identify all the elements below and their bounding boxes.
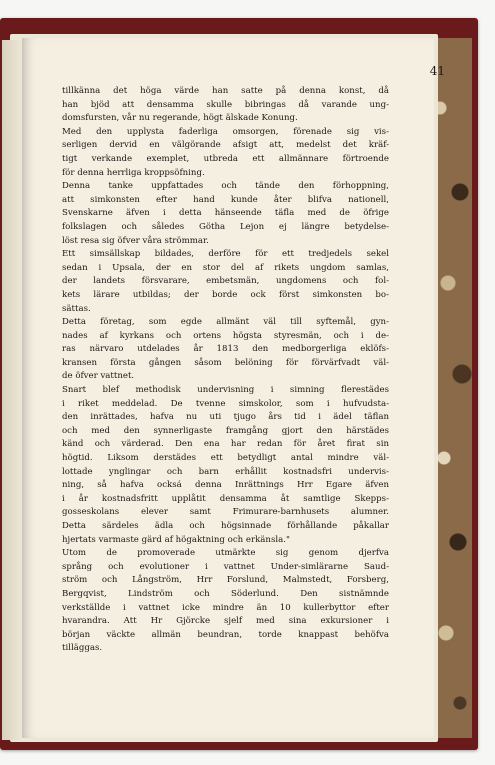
text-line: de öfver vattnet. [62,371,135,382]
text-line: Detta företag, som egde allmänt väl till syftemål, gyn- [62,317,389,328]
text-line: i år kostnadsfritt upplåtit densamma åt samtlige Skepps- [62,493,389,504]
text-line: ras närvaro utdelades år 1813 den medborgerliga eklöfs- [62,344,389,355]
text-line: hjertats varmaste gärd af högaktning och erkänsla." [62,534,290,545]
text-line: hvarandra. Att Hr Gjörcke sjelf med sina exkursioner i [62,616,389,627]
text-line: Denna tanke uppfattades och tände den förhoppning, [62,181,389,192]
text-line: serligen dervid en välgörande afsigt att, medelst det kräf- [62,140,389,151]
text-line: språng och evolutioner i vattnet Under-simlärarne Saud- [62,561,389,572]
text-line: ström och Långström, Hrr Forslund, Malmstedt, Forsberg, [62,575,389,586]
text-line: kets lärare utbildas; der borde ock först simkonsten bo- [62,289,389,300]
page-number: 41 [429,64,445,78]
text-line: början väckte allmän beundran, torde knappast behöfva [62,629,389,640]
text-line: sättas. [62,303,91,314]
text-line: Med den upplysta faderliga omsorgen, förenade sig vis- [62,126,389,137]
text-line: Detta särdeles ädla och högsinnade förhållande påkallar [62,521,389,531]
text-line: i riket meddelad. De tvenne simskolor, som i hufvudsta- [62,398,389,409]
text-line: löst resa sig öfver våra strömmar. [62,235,209,246]
text-line: lottade ynglingar och barn erhållit kostnadsfri undervis- [62,466,389,477]
text-line: Snart blef methodisk undervisning i simning flerestädes [62,385,389,396]
text-line: Utom de promoverade utmärkte sig genom djerfva [62,548,389,559]
previous-page-edge [2,40,24,740]
page-text [62,85,389,656]
text-line: att simkonsten efter hand kunde åter blifva nationell, [62,194,389,205]
text-line: verkställde i vattnet icke mindre än 10 kullerbyttor efter [62,602,389,613]
text-line: kransen första gången såsom belöning för förvärfvadt väl- [62,357,389,368]
text-line: känd och värderad. Den ena har redan för året firat sin [62,439,389,450]
text-line: ning, så hafva ocksá denna Inrättnings Hrr Egare äfven [62,480,389,491]
text-line: den inrättades, hafva nu uti tjugo års tid i ädel täflan [62,412,389,423]
text-line: Bergqvist, Lindström och Söderlund. Den sistnämnde [62,588,389,599]
text-line: tigt verkande exemplet, utbreda ett allmännare förtroende [62,153,389,164]
text-line: Ett simsällskap bildades, derföre för ett tredjedels sekel [62,249,389,260]
text-line: tillkänna det höga värde han satte på denna konst, då [62,86,389,96]
text-line: sedan i Upsala, der en stor del af rikets ungdom samlas, [62,262,389,273]
text-line: gosseskolans elever samt Frimurare-barnhusets alumner. [62,507,389,518]
marbled-page-edge [429,38,472,738]
text-line: han bjöd att densamma skulle bibringas då varande ung- [62,99,389,110]
text-line: Svenskarne äfven i detta hänseende täfla med de öfrige [62,208,389,219]
text-line: domsfursten, vår nu regerande, högt älskade Konung. [62,113,298,124]
text-line: för denna herrliga kroppsöfning. [62,167,205,178]
text-line: högtid. Liksom derstädes ett betydligt antal mindre väl- [62,453,389,464]
text-line: der landets försvarare, embetsmän, ungdomens och fol- [62,276,389,287]
text-line: folkslagen och således Götha Lejon ej längre betydelse- [62,221,389,232]
text-line: nades af kyrkans och ortens högsta styresmän, och i de- [62,330,389,341]
text-line: tilläggas. [62,643,103,654]
text-line: och med den synnerligaste framgång gjort den härstädes [62,425,389,436]
